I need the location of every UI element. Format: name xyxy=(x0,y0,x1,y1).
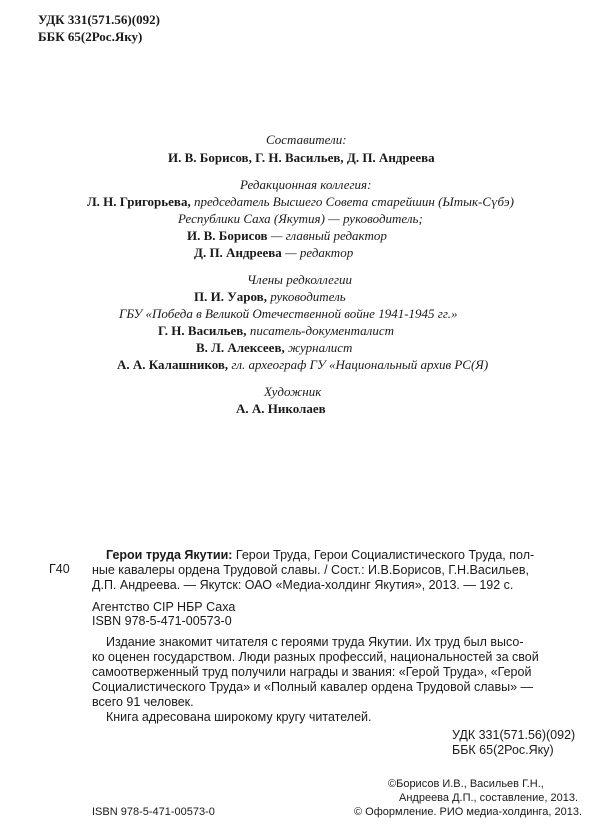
member-name: А. А. Калашников, xyxy=(117,357,229,372)
catalog-line-3: Д.П. Андреева. — Якутск: ОАО «Медиа-холдинг Якутия», 2013. — 192 с. xyxy=(92,578,514,592)
description-line-2: ко оценен государством. Люди разных профессий, национальностей за свой xyxy=(92,650,539,664)
board-member-borisov xyxy=(187,227,387,244)
member-role: писатель-документалист xyxy=(249,323,394,338)
board-member-role-cont: Республики Саха (Якутия) — руководитель; xyxy=(178,211,423,226)
member-vasiliev xyxy=(158,322,394,339)
member-uarov xyxy=(194,288,346,305)
catalog-title-line xyxy=(106,548,534,563)
member-role: председатель Высшего Совета старейшин (Ытык-Сүбэ) xyxy=(193,194,514,209)
book-subtitle: Герои Труда, Герои Социалистического Труда, пол- xyxy=(235,548,535,562)
audience-note: Книга адресована широкому кругу читателей. xyxy=(106,710,372,724)
compilers-title: Составители: xyxy=(266,132,347,147)
description-line-1: Издание знакомит читателя с героями труда Якутии. Их труд был высо- xyxy=(106,635,524,649)
footer-udk: УДК 331(571.56)(092) xyxy=(452,728,576,742)
member-kalashnikov xyxy=(117,356,488,373)
board-title: Редакционная коллегия: xyxy=(240,177,372,192)
artist-title: Художник xyxy=(264,384,322,399)
member-alekseev xyxy=(196,339,352,356)
member-name: В. Л. Алексеев, xyxy=(196,340,285,355)
copyright-line-3: © Оформление. РИО медиа-холдинга, 2013. xyxy=(354,806,583,818)
member-uarov-org: ГБУ «Победа в Великой Отечественной войне 1941-1945 гг.» xyxy=(119,306,458,321)
member-name: Д. П. Андреева xyxy=(194,245,282,260)
catalog-isbn: ISBN 978-5-471-00573-0 xyxy=(92,614,232,628)
footer-isbn: ISBN 978-5-471-00573-0 xyxy=(92,806,215,818)
cip-agency: Агентство CIP НБР Саха xyxy=(92,600,236,614)
description-line-3: самоотверженный труд получили награды и звания: «Герой Труда», «Герой xyxy=(92,665,532,679)
udk-code: УДК 331(571.56)(092) xyxy=(38,12,160,27)
board-member-andreeva xyxy=(194,244,353,261)
book-title: Герои труда Якутии: xyxy=(106,548,233,562)
copyright-line-1: ©Борисов И.В., Васильев Г.Н., xyxy=(388,778,544,790)
members-title: Члены редколлегии xyxy=(247,272,353,287)
compilers-names: И. В. Борисов, Г. Н. Васильев, Д. П. Андреева xyxy=(168,150,435,165)
member-role: руководитель xyxy=(270,289,346,304)
description-line-5: всего 91 человек. xyxy=(92,695,194,709)
member-name: Л. Н. Григорьева, xyxy=(87,194,191,209)
bbk-code: ББК 65(2Рос.Яку) xyxy=(38,29,143,44)
member-role: — редактор xyxy=(285,245,354,260)
board-member-grigorieva xyxy=(87,193,514,210)
footer-bbk: ББК 65(2Рос.Яку) xyxy=(452,743,554,757)
artist-name: А. А. Николаев xyxy=(236,401,326,416)
copyright-line-2: Андреева Д.П., составление, 2013. xyxy=(399,792,579,804)
catalog-line-2: ные кавалеры ордена Трудовой славы. / Сост.: И.В.Борисов, Г.Н.Васильев, xyxy=(92,563,529,577)
member-name: И. В. Борисов xyxy=(187,228,268,243)
catalog-code: Г40 xyxy=(49,562,70,576)
member-role: — главный редактор xyxy=(270,228,387,243)
member-role: гл. археограф ГУ «Национальный архив РС(Я) xyxy=(231,357,489,372)
member-role: журналист xyxy=(287,340,353,355)
member-name: П. И. Уаров, xyxy=(194,289,267,304)
member-name: Г. Н. Васильев, xyxy=(158,323,247,338)
description-line-4: Социалистического Труда» и «Полный кавалер ордена Трудовой славы» — xyxy=(92,680,534,694)
